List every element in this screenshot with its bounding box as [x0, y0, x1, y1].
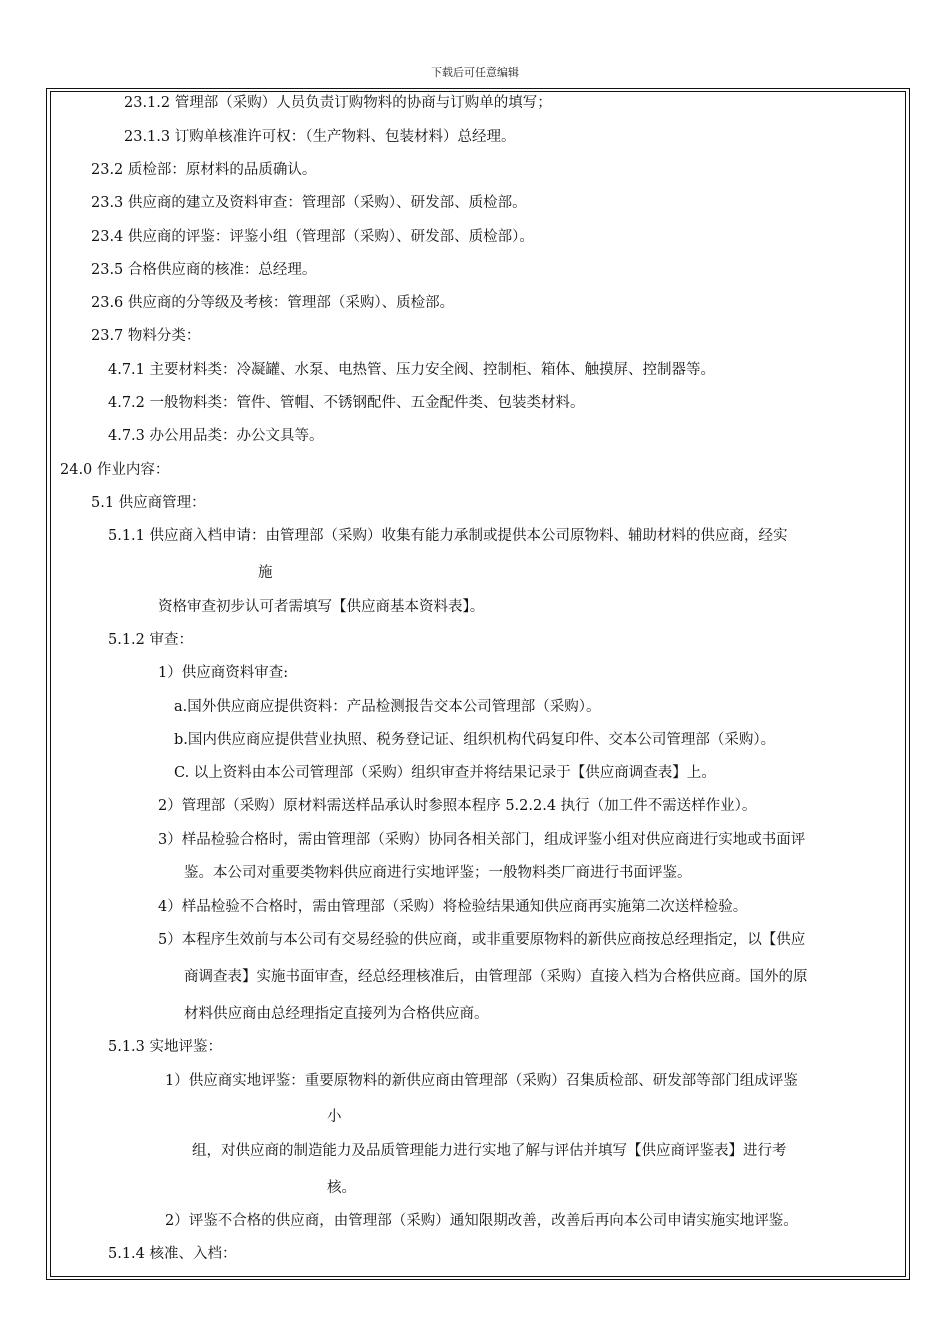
- text-line: 商调查表】实施书面审查，经总经理核准后，由管理部（采购）直接入档为合格供应商。国外的原: [184, 969, 808, 985]
- text-line: 施: [258, 565, 273, 581]
- text-line: 24.0 作业内容：: [60, 462, 170, 478]
- text-line: 2）管理部（采购）原材料需送样品承认时参照本程序 5.2.2.4 执行（加工件不需送样作业）。: [158, 798, 757, 814]
- text-line: 23.1.2 管理部（采购）人员负责订购物料的协商与订购单的填写；: [124, 95, 552, 111]
- text-line: 23.4 供应商的评鉴：评鉴小组（管理部（采购）、研发部、质检部）。: [91, 229, 534, 245]
- text-line: 1）供应商实地评鉴：重要原物料的新供应商由管理部（采购）召集质检部、研发部等部门组成评鉴: [165, 1073, 798, 1089]
- text-line: 核。: [327, 1180, 356, 1196]
- text-line: 5.1.4 核准、入档：: [108, 1246, 237, 1262]
- text-line: 23.1.3 订购单核准许可权：（生产物料、包装材料）总经理。: [124, 129, 516, 145]
- text-line: 5.1.1 供应商入档申请：由管理部（采购）收集有能力承制或提供本公司原物料、辅助材料的供应商，经实: [108, 528, 788, 544]
- text-line: 鉴。本公司对重要类物料供应商进行实地评鉴；一般物料类厂商进行书面评鉴。: [184, 865, 692, 881]
- text-line: a.国外供应商应提供资料：产品检测报告交本公司管理部（采购）。: [174, 699, 601, 715]
- text-line: 4.7.1 主要材料类：冷凝罐、水泵、电热管、压力安全阀、控制柜、箱体、触摸屏、控制器等。: [108, 362, 715, 378]
- text-line: 23.6 供应商的分等级及考核：管理部（采购）、质检部。: [91, 295, 455, 311]
- page-header: 下载后可任意编辑: [431, 66, 519, 79]
- text-line: 23.2 质检部：原材料的品质确认。: [91, 162, 317, 178]
- text-line: 4.7.3 办公用品类：办公文具等。: [108, 428, 324, 444]
- text-line: 资格审查初步认可者需填写【供应商基本资料表】。: [158, 599, 485, 615]
- text-line: 5）本程序生效前与本公司有交易经验的供应商，或非重要原物料的新供应商按总经理指定，以【供应: [158, 932, 806, 948]
- text-line: 2）评鉴不合格的供应商，由管理部（采购）通知限期改善，改善后再向本公司申请实施实地评鉴。: [165, 1213, 798, 1229]
- text-line: 材料供应商由总经理指定直接列为合格供应商。: [184, 1006, 489, 1022]
- text-line: 4）样品检验不合格时，需由管理部（采购）将检验结果通知供应商再实施第二次送样检验。: [158, 899, 748, 915]
- text-line: 23.7 物料分类：: [91, 328, 201, 344]
- text-line: 组，对供应商的制造能力及品质管理能力进行实地了解与评估并填写【供应商评鉴表】进行考: [192, 1143, 787, 1159]
- text-line: C. 以上资料由本公司管理部（采购）组织审查并将结果记录于【供应商调查表】上。: [174, 765, 716, 781]
- text-line: 23.5 合格供应商的核准：总经理。: [91, 262, 317, 278]
- text-line: 5.1.3 实地评鉴：: [108, 1039, 223, 1055]
- text-line: 23.3 供应商的建立及资料审查：管理部（采购）、研发部、质检部。: [91, 195, 527, 211]
- text-line: 4.7.2 一般物料类：管件、管帽、不锈钢配件、五金配件类、包装类材料。: [108, 395, 585, 411]
- text-line: 3）样品检验合格时，需由管理部（采购）协同各相关部门，组成评鉴小组对供应商进行实地或书面评: [158, 832, 806, 848]
- text-line: b.国内供应商应提供营业执照、税务登记证、组织机构代码复印件、交本公司管理部（采购）。: [174, 732, 776, 748]
- text-line: 1）供应商资料审查:: [158, 665, 289, 681]
- text-line: 小: [327, 1109, 342, 1125]
- text-line: 5.1.2 审查：: [108, 632, 194, 648]
- text-line: 5.1 供应商管理：: [91, 495, 206, 511]
